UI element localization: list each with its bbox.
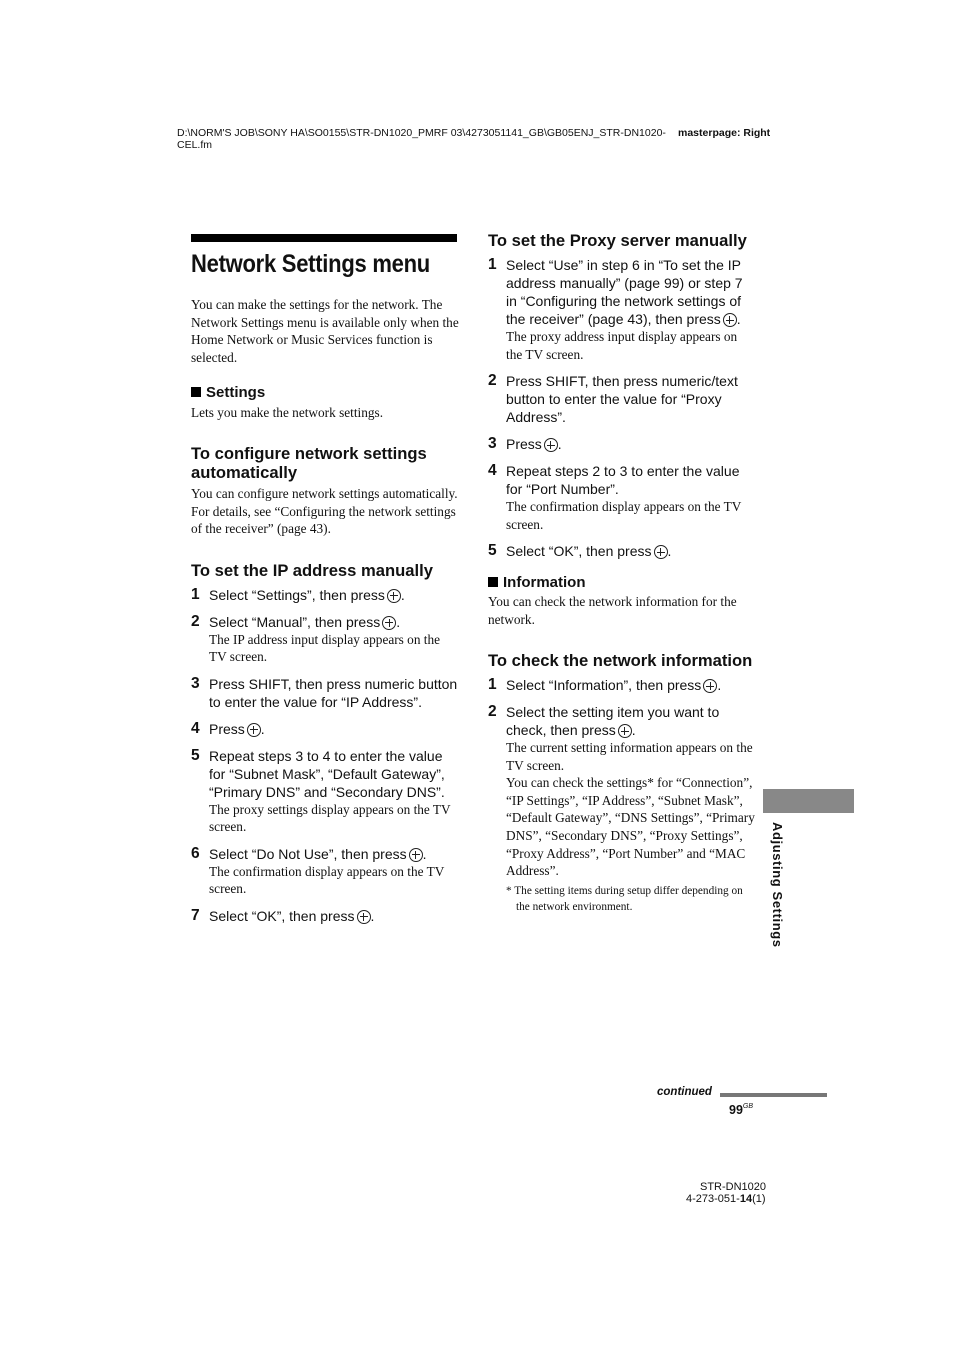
right-column [488, 231, 756, 915]
information-desc: You can check the network information for the network. [488, 594, 737, 627]
auto-config-text: You can configure network settings automatically. For details, see “Configuring the network settings of the receiver” (page 43). [191, 485, 458, 537]
step-text: Press . [209, 720, 265, 737]
enter-button-icon [723, 313, 737, 327]
step-text: Select “Use” in step 6 in “To set the IP address manually” (page 99) or step 7 in “Configuring the network settings of the receiver” (page 43), then press . [506, 257, 743, 327]
step-number: 1 [191, 585, 200, 603]
step-number: 6 [191, 844, 200, 862]
step-number: 4 [191, 719, 200, 737]
settings-heading: Settings [191, 384, 459, 402]
enter-button-icon [654, 545, 668, 559]
footnote: * The setting items during setup differ depending on the network environment. [506, 884, 743, 913]
section-label: Adjusting Settings [770, 822, 785, 948]
step-number: 4 [488, 462, 497, 479]
step-item [191, 907, 459, 925]
proxy-steps [488, 256, 756, 560]
auto-config-heading: To configure network settings automatically [191, 443, 427, 482]
step-text: Press . [506, 436, 562, 452]
masterpage-label: masterpage: Right [678, 127, 771, 139]
check-info-heading: To check the network information [488, 651, 753, 671]
step-number: 5 [191, 746, 200, 764]
step-number: 5 [488, 542, 497, 559]
step-item [191, 675, 459, 711]
step-item [191, 747, 459, 836]
step-note: The proxy address input display appears on the TV screen. [506, 329, 738, 362]
file-path-header: D:\NORM'S JOB\SONY HA\SO0155\STR-DN1020_PMRF 03\4273051141_GB\GB05ENJ_STR-DN1020-CEL.fm [177, 127, 666, 151]
step-item [191, 845, 459, 898]
step-note: The proxy settings display appears on the TV screen. [209, 801, 451, 835]
enter-button-icon [544, 438, 558, 452]
check-info-steps [488, 676, 756, 774]
section-tab [763, 789, 854, 813]
enter-button-icon [357, 910, 371, 924]
ip-manual-heading: To set the IP address manually [191, 560, 433, 580]
step-text: Press SHIFT, then press numeric/text button to enter the value for “Proxy Address”. [506, 373, 738, 425]
step-text: Select “OK”, then press . [506, 543, 672, 559]
enter-button-icon [703, 679, 717, 693]
continued-rule [720, 1093, 827, 1097]
intro-text: You can make the settings for the network. The Network Settings menu is available only when the Home Network or Music Services function is selected. [191, 297, 459, 365]
step-number: 1 [488, 676, 497, 694]
square-bullet-icon [488, 577, 498, 587]
enter-button-icon [247, 723, 261, 737]
step-number: 3 [488, 435, 497, 452]
step-number: 7 [191, 906, 200, 924]
step-text: Press SHIFT, then press numeric button to enter the value for “IP Address”. [209, 675, 458, 710]
step-text: Select the setting item you want to check, then press . [506, 704, 720, 739]
enter-button-icon [387, 589, 401, 603]
continued-label: continued [657, 1086, 712, 1098]
step-number: 2 [191, 612, 200, 630]
model-number: STR-DN1020 [700, 1181, 767, 1193]
step-item [191, 586, 459, 604]
step-number: 3 [191, 674, 200, 692]
check-info-extra: You can check the settings* for “Connection”, “IP Settings”, “IP Address”, “Subnet Mask”, “Default Gateway”, “DNS Settings”, “Primary DNS”, “Secondary DNS”, “Proxy Settings”, “Proxy Address”, “Port Number” and “MAC Address”. [506, 775, 755, 879]
proxy-heading: To set the Proxy server manually [488, 231, 747, 250]
page-title: Network Settings menu [191, 250, 430, 278]
square-bullet-icon [191, 387, 201, 397]
step-text: Select “OK”, then press . [209, 907, 375, 924]
information-heading: Information [488, 574, 756, 592]
step-item [488, 676, 756, 694]
step-note: The confirmation display appears on the TV screen. [506, 499, 742, 532]
enter-button-icon [618, 724, 632, 738]
step-text: Repeat steps 3 to 4 to enter the value for “Subnet Mask”, “Default Gateway”, “Primary DNS” and “Secondary DNS”. [209, 747, 445, 800]
step-text: Select “Information”, then press . [506, 677, 722, 694]
left-column [191, 234, 459, 925]
step-item [488, 703, 756, 774]
step-item [488, 256, 756, 363]
model-code: 4-273-051-14(1) [686, 1193, 766, 1205]
step-number: 2 [488, 703, 497, 721]
step-text: Select “Settings”, then press . [209, 586, 405, 603]
title-bar [191, 234, 457, 242]
page-number: $99^{GB}$ [729, 1103, 754, 1117]
settings-desc: Lets you make the network settings. [191, 405, 384, 421]
step-text: Repeat steps 2 to 3 to enter the value for “Port Number”. [506, 463, 740, 497]
step-item [488, 462, 756, 533]
ip-manual-steps [191, 586, 459, 925]
enter-button-icon [382, 616, 396, 630]
step-item [191, 613, 459, 666]
step-item [191, 720, 459, 738]
step-text: Select “Do Not Use”, then press . [209, 845, 427, 862]
step-note: The current setting information appears on the TV screen. [506, 740, 753, 773]
enter-button-icon [409, 848, 423, 862]
step-item [488, 542, 756, 560]
step-note: The confirmation display appears on the TV screen. [209, 863, 445, 897]
step-number: 2 [488, 372, 497, 389]
step-item [488, 372, 756, 426]
step-text: Select “Manual”, then press . [209, 613, 401, 630]
step-item [488, 435, 756, 453]
step-number: 1 [488, 256, 497, 273]
step-note: The IP address input display appears on the TV screen. [209, 631, 441, 665]
